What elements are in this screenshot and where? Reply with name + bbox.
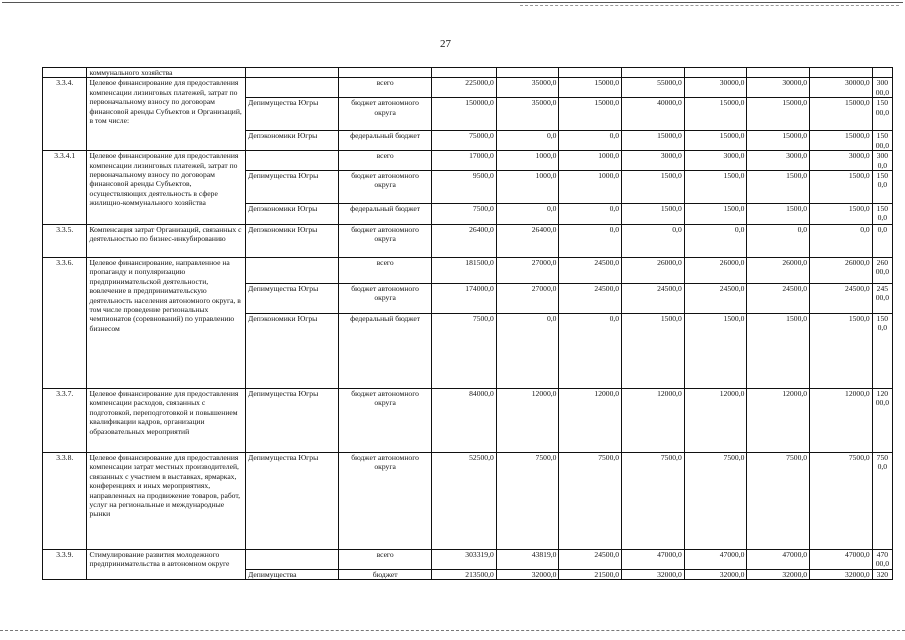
year-amount-cell: 0,0	[496, 131, 559, 151]
year-amount-cell: 26400,0	[496, 225, 559, 258]
funding-source-cell	[339, 68, 432, 78]
funding-source-cell: бюджет	[339, 570, 432, 580]
page-number: 27	[440, 38, 451, 50]
year-amount-cell: 300 0,0	[872, 151, 892, 171]
total-amount-cell: 52500,0	[432, 453, 497, 550]
year-amount-cell: 15000,0	[747, 98, 810, 131]
year-amount-cell: 1500,0	[810, 204, 873, 225]
year-amount-cell: 30000,0	[684, 78, 747, 98]
year-amount-cell: 0,0	[810, 225, 873, 258]
year-amount-cell: 24500,0	[559, 550, 622, 570]
year-amount-cell: 320	[872, 570, 892, 580]
executor-cell	[246, 151, 339, 171]
year-amount-cell: 0,0	[872, 225, 892, 258]
year-amount-cell: 750 0,0	[872, 453, 892, 550]
total-amount-cell: 26400,0	[432, 225, 497, 258]
year-amount-cell: 1500,0	[684, 204, 747, 225]
year-amount-cell: 32000,0	[747, 570, 810, 580]
scan-edge-line	[2, 2, 903, 3]
table-row	[43, 550, 893, 570]
item-number-cell: 3.3.4.	[43, 78, 87, 151]
year-amount-cell: 1500,0	[622, 314, 685, 389]
year-amount-cell	[496, 68, 559, 78]
year-amount-cell: 47000,0	[810, 550, 873, 570]
year-amount-cell	[622, 68, 685, 78]
year-amount-cell: 150 0,0	[872, 204, 892, 225]
budget-table	[42, 67, 893, 580]
total-amount-cell: 213500,0	[432, 570, 497, 580]
year-amount-cell: 12000,0	[747, 389, 810, 453]
year-amount-cell: 47000,0	[747, 550, 810, 570]
year-amount-cell: 0,0	[559, 131, 622, 151]
total-amount-cell: 225000,0	[432, 78, 497, 98]
year-amount-cell: 300 00,0	[872, 78, 892, 98]
executor-cell	[246, 550, 339, 570]
table-body	[43, 68, 893, 580]
total-amount-cell: 174000,0	[432, 284, 497, 314]
year-amount-cell: 1500,0	[810, 314, 873, 389]
year-amount-cell: 3000,0	[747, 151, 810, 171]
year-amount-cell: 26000,0	[810, 258, 873, 284]
year-amount-cell: 24500,0	[559, 284, 622, 314]
item-name-cell: Стимулирование развития молодежного предпринимательства в автономном округе	[87, 550, 246, 580]
year-amount-cell: 1500,0	[684, 171, 747, 204]
year-amount-cell: 120 00,0	[872, 389, 892, 453]
year-amount-cell: 15000,0	[810, 131, 873, 151]
funding-source-cell: бюджет автономного округа	[339, 171, 432, 204]
year-amount-cell: 1500,0	[622, 204, 685, 225]
executor-cell: Депимущества Югры	[246, 98, 339, 131]
year-amount-cell: 30000,0	[810, 78, 873, 98]
executor-cell: Депэкономики Югры	[246, 204, 339, 225]
year-amount-cell: 24500,0	[622, 284, 685, 314]
total-amount-cell: 9500,0	[432, 171, 497, 204]
year-amount-cell: 150 00,0	[872, 131, 892, 151]
year-amount-cell: 1000,0	[559, 151, 622, 171]
year-amount-cell: 15000,0	[684, 131, 747, 151]
year-amount-cell: 24500,0	[559, 258, 622, 284]
year-amount-cell: 32000,0	[684, 570, 747, 580]
year-amount-cell: 24500,0	[747, 284, 810, 314]
year-amount-cell: 12000,0	[496, 389, 559, 453]
year-amount-cell: 1500,0	[684, 314, 747, 389]
total-amount-cell: 7500,0	[432, 204, 497, 225]
executor-cell	[246, 78, 339, 98]
table-row	[43, 151, 893, 171]
year-amount-cell: 0,0	[559, 204, 622, 225]
total-amount-cell: 150000,0	[432, 98, 497, 131]
year-amount-cell	[747, 68, 810, 78]
item-name-cell: Целевое финансирование для предоставления компенсации расходов, связанных с подготовкой, переподготовкой и повышением квалификации кадров, организации образовательных мероприятий	[87, 389, 246, 453]
year-amount-cell: 30000,0	[747, 78, 810, 98]
year-amount-cell: 1500,0	[747, 171, 810, 204]
year-amount-cell	[872, 68, 892, 78]
funding-source-cell: всего	[339, 550, 432, 570]
funding-source-cell: всего	[339, 151, 432, 171]
year-amount-cell: 0,0	[496, 314, 559, 389]
total-amount-cell: 7500,0	[432, 314, 497, 389]
year-amount-cell: 26000,0	[684, 258, 747, 284]
year-amount-cell: 47000,0	[684, 550, 747, 570]
executor-cell	[246, 258, 339, 284]
year-amount-cell: 245 00,0	[872, 284, 892, 314]
year-amount-cell: 15000,0	[684, 98, 747, 131]
year-amount-cell: 0,0	[559, 314, 622, 389]
year-amount-cell: 12000,0	[810, 389, 873, 453]
funding-source-cell: федеральный бюджет	[339, 204, 432, 225]
year-amount-cell: 55000,0	[622, 78, 685, 98]
year-amount-cell: 15000,0	[810, 98, 873, 131]
table-row	[43, 453, 893, 550]
total-amount-cell: 303319,0	[432, 550, 497, 570]
year-amount-cell: 7500,0	[622, 453, 685, 550]
item-name-cell: Целевое финансирование для предоставления компенсации лизинговых платежей, затрат по первоначальному взносу по договорам финансовой аренды Субъектов, осуществляющих деятельность в сфере жилищно-коммунального хозяйства	[87, 151, 246, 225]
year-amount-cell: 0,0	[559, 225, 622, 258]
item-name-cell: Целевое финансирование для предоставления компенсации лизинговых платежей, затрат по первоначальному взносу по договорам финансовой аренды Субъектов и Организаций, в том числе:	[87, 78, 246, 151]
year-amount-cell: 7500,0	[747, 453, 810, 550]
item-number-cell: 3.3.7.	[43, 389, 87, 453]
funding-source-cell: бюджет автономного округа	[339, 98, 432, 131]
year-amount-cell: 24500,0	[684, 284, 747, 314]
year-amount-cell: 15000,0	[622, 131, 685, 151]
year-amount-cell: 32000,0	[810, 570, 873, 580]
table-row	[43, 78, 893, 98]
year-amount-cell: 1500,0	[747, 314, 810, 389]
item-number-cell	[43, 68, 87, 78]
year-amount-cell: 3000,0	[810, 151, 873, 171]
year-amount-cell: 150 0,0	[872, 314, 892, 389]
year-amount-cell: 43819,0	[496, 550, 559, 570]
year-amount-cell: 24500,0	[810, 284, 873, 314]
year-amount-cell: 0,0	[622, 225, 685, 258]
year-amount-cell: 15000,0	[559, 78, 622, 98]
item-number-cell: 3.3.4.1	[43, 151, 87, 225]
scan-edge-line	[0, 630, 905, 631]
executor-cell: Депэкономики Югры	[246, 225, 339, 258]
year-amount-cell: 32000,0	[496, 570, 559, 580]
item-number-cell: 3.3.8.	[43, 453, 87, 550]
total-amount-cell: 17000,0	[432, 151, 497, 171]
funding-source-cell: бюджет автономного округа	[339, 284, 432, 314]
item-number-cell: 3.3.5.	[43, 225, 87, 258]
year-amount-cell: 40000,0	[622, 98, 685, 131]
year-amount-cell: 1500,0	[747, 204, 810, 225]
year-amount-cell: 0,0	[684, 225, 747, 258]
year-amount-cell: 12000,0	[684, 389, 747, 453]
funding-source-cell: федеральный бюджет	[339, 314, 432, 389]
year-amount-cell: 27000,0	[496, 284, 559, 314]
year-amount-cell	[684, 68, 747, 78]
year-amount-cell: 470 00,0	[872, 550, 892, 570]
table-row	[43, 68, 893, 78]
year-amount-cell	[559, 68, 622, 78]
funding-source-cell: бюджет автономного округа	[339, 453, 432, 550]
funding-source-cell: бюджет автономного округа	[339, 389, 432, 453]
total-amount-cell: 75000,0	[432, 131, 497, 151]
executor-cell	[246, 68, 339, 78]
year-amount-cell: 12000,0	[622, 389, 685, 453]
year-amount-cell: 150 00,0	[872, 98, 892, 131]
year-amount-cell: 1000,0	[559, 171, 622, 204]
total-amount-cell: 181500,0	[432, 258, 497, 284]
year-amount-cell: 7500,0	[810, 453, 873, 550]
year-amount-cell: 1000,0	[496, 151, 559, 171]
year-amount-cell: 1500,0	[810, 171, 873, 204]
year-amount-cell: 26000,0	[747, 258, 810, 284]
executor-cell: Депэкономики Югры	[246, 314, 339, 389]
funding-source-cell: бюджет автономного округа	[339, 225, 432, 258]
item-number-cell: 3.3.9.	[43, 550, 87, 580]
year-amount-cell: 260 00,0	[872, 258, 892, 284]
year-amount-cell: 0,0	[496, 204, 559, 225]
item-name-cell: Целевое финансирование для предоставления компенсации затрат местных производителей, связанных с участием в выставках, ярмарках, конференциях и иных мероприятиях, направленных на продвижение товаров, работ, услуг на региональные и международные рынки	[87, 453, 246, 550]
year-amount-cell: 7500,0	[559, 453, 622, 550]
executor-cell: Депэкономики Югры	[246, 131, 339, 151]
year-amount-cell: 0,0	[747, 225, 810, 258]
year-amount-cell: 15000,0	[747, 131, 810, 151]
year-amount-cell: 27000,0	[496, 258, 559, 284]
year-amount-cell: 35000,0	[496, 78, 559, 98]
table-row	[43, 389, 893, 453]
item-name-cell: коммунального хозяйства	[87, 68, 246, 78]
year-amount-cell: 35000,0	[496, 98, 559, 131]
year-amount-cell: 21500,0	[559, 570, 622, 580]
year-amount-cell: 3000,0	[622, 151, 685, 171]
total-amount-cell: 84000,0	[432, 389, 497, 453]
year-amount-cell: 150 0,0	[872, 171, 892, 204]
year-amount-cell: 1000,0	[496, 171, 559, 204]
year-amount-cell	[810, 68, 873, 78]
table-row	[43, 225, 893, 258]
year-amount-cell: 26000,0	[622, 258, 685, 284]
year-amount-cell: 3000,0	[684, 151, 747, 171]
year-amount-cell: 47000,0	[622, 550, 685, 570]
year-amount-cell: 7500,0	[496, 453, 559, 550]
year-amount-cell: 15000,0	[559, 98, 622, 131]
year-amount-cell: 7500,0	[684, 453, 747, 550]
funding-source-cell: всего	[339, 78, 432, 98]
executor-cell: Депимущества Югры	[246, 389, 339, 453]
executor-cell: Депимущества Югры	[246, 453, 339, 550]
executor-cell: Депимущества Югры	[246, 171, 339, 204]
executor-cell: Депимущества	[246, 570, 339, 580]
funding-source-cell: федеральный бюджет	[339, 131, 432, 151]
scan-edge-line	[520, 5, 899, 6]
table-row	[43, 258, 893, 284]
item-number-cell: 3.3.6.	[43, 258, 87, 389]
year-amount-cell: 12000,0	[559, 389, 622, 453]
executor-cell: Депимущества Югры	[246, 284, 339, 314]
funding-source-cell: всего	[339, 258, 432, 284]
year-amount-cell: 1500,0	[622, 171, 685, 204]
year-amount-cell: 32000,0	[622, 570, 685, 580]
total-amount-cell	[432, 68, 497, 78]
item-name-cell: Компенсация затрат Организаций, связанных с деятельностью по бизнес-инкубированию	[87, 225, 246, 258]
item-name-cell: Целевое финансирование, направленное на пропаганду и популяризацию предпринимательской деятельности, вовлечение в предпринимательскую деятельность населения автономного округа, в том числе проведение региональных чемпионатов (соревнований) по управлению бизнесом	[87, 258, 246, 389]
